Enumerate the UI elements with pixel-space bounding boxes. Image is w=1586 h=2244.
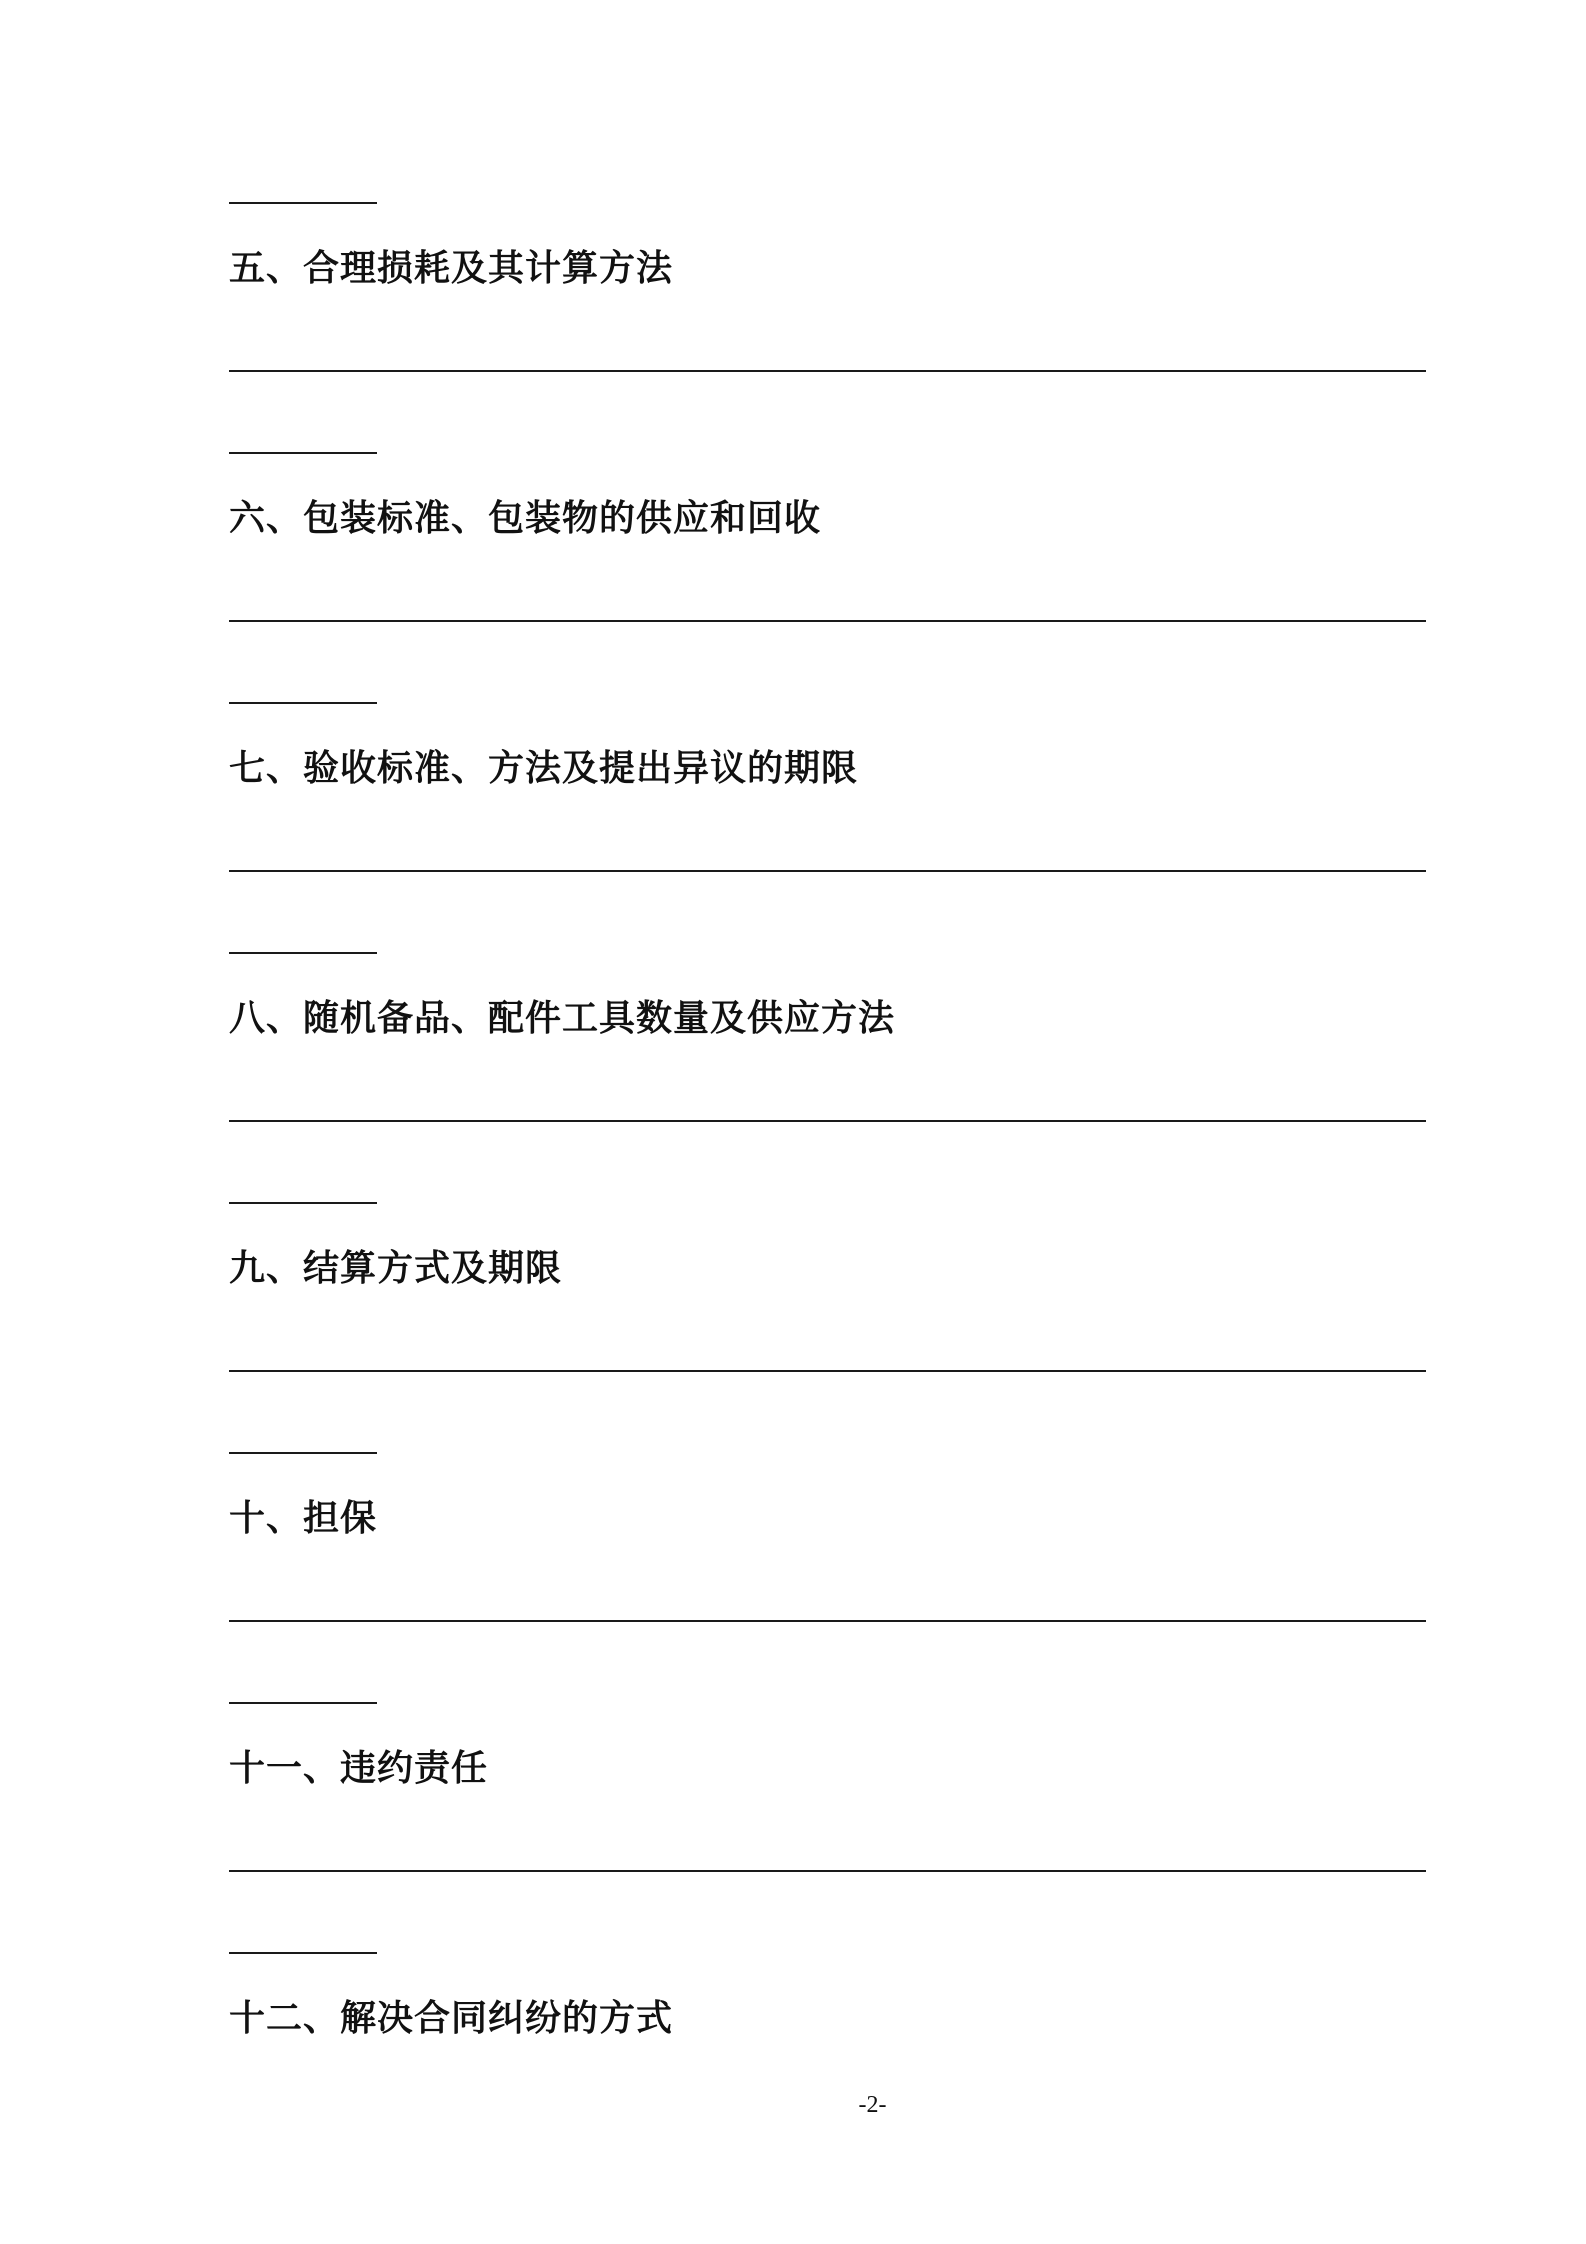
fill-blank-line [229, 870, 1426, 872]
page-number: -2- [858, 2092, 887, 2118]
section-heading: 十、担保 [229, 1498, 378, 1539]
fill-blank-continuation [229, 1202, 377, 1204]
section-heading: 八、随机备品、配件工具数量及供应方法 [229, 998, 896, 1039]
section-heading: 十二、解决合同纠纷的方式 [229, 1998, 674, 2039]
fill-blank-continuation [229, 702, 377, 704]
fill-blank-line [229, 1120, 1426, 1122]
fill-blank-continuation [229, 1702, 377, 1704]
fill-blank-line [229, 620, 1426, 622]
fill-blank-continuation [229, 1952, 377, 1954]
section-heading: 六、包装标准、包装物的供应和回收 [229, 498, 822, 539]
section-heading: 九、结算方式及期限 [229, 1248, 563, 1289]
section-heading: 十一、违约责任 [229, 1748, 489, 1789]
fill-blank-line [229, 1620, 1426, 1622]
fill-blank-line [229, 1870, 1426, 1872]
fill-blank-line [229, 370, 1426, 372]
fill-blank-continuation [229, 1452, 377, 1454]
section-heading: 五、合理损耗及其计算方法 [229, 248, 674, 289]
fill-blank-line [229, 1370, 1426, 1372]
fill-blank-continuation [229, 452, 377, 454]
fill-blank-continuation [229, 952, 377, 954]
section-heading: 七、验收标准、方法及提出异议的期限 [229, 748, 859, 789]
fill-blank-continuation [229, 202, 377, 204]
